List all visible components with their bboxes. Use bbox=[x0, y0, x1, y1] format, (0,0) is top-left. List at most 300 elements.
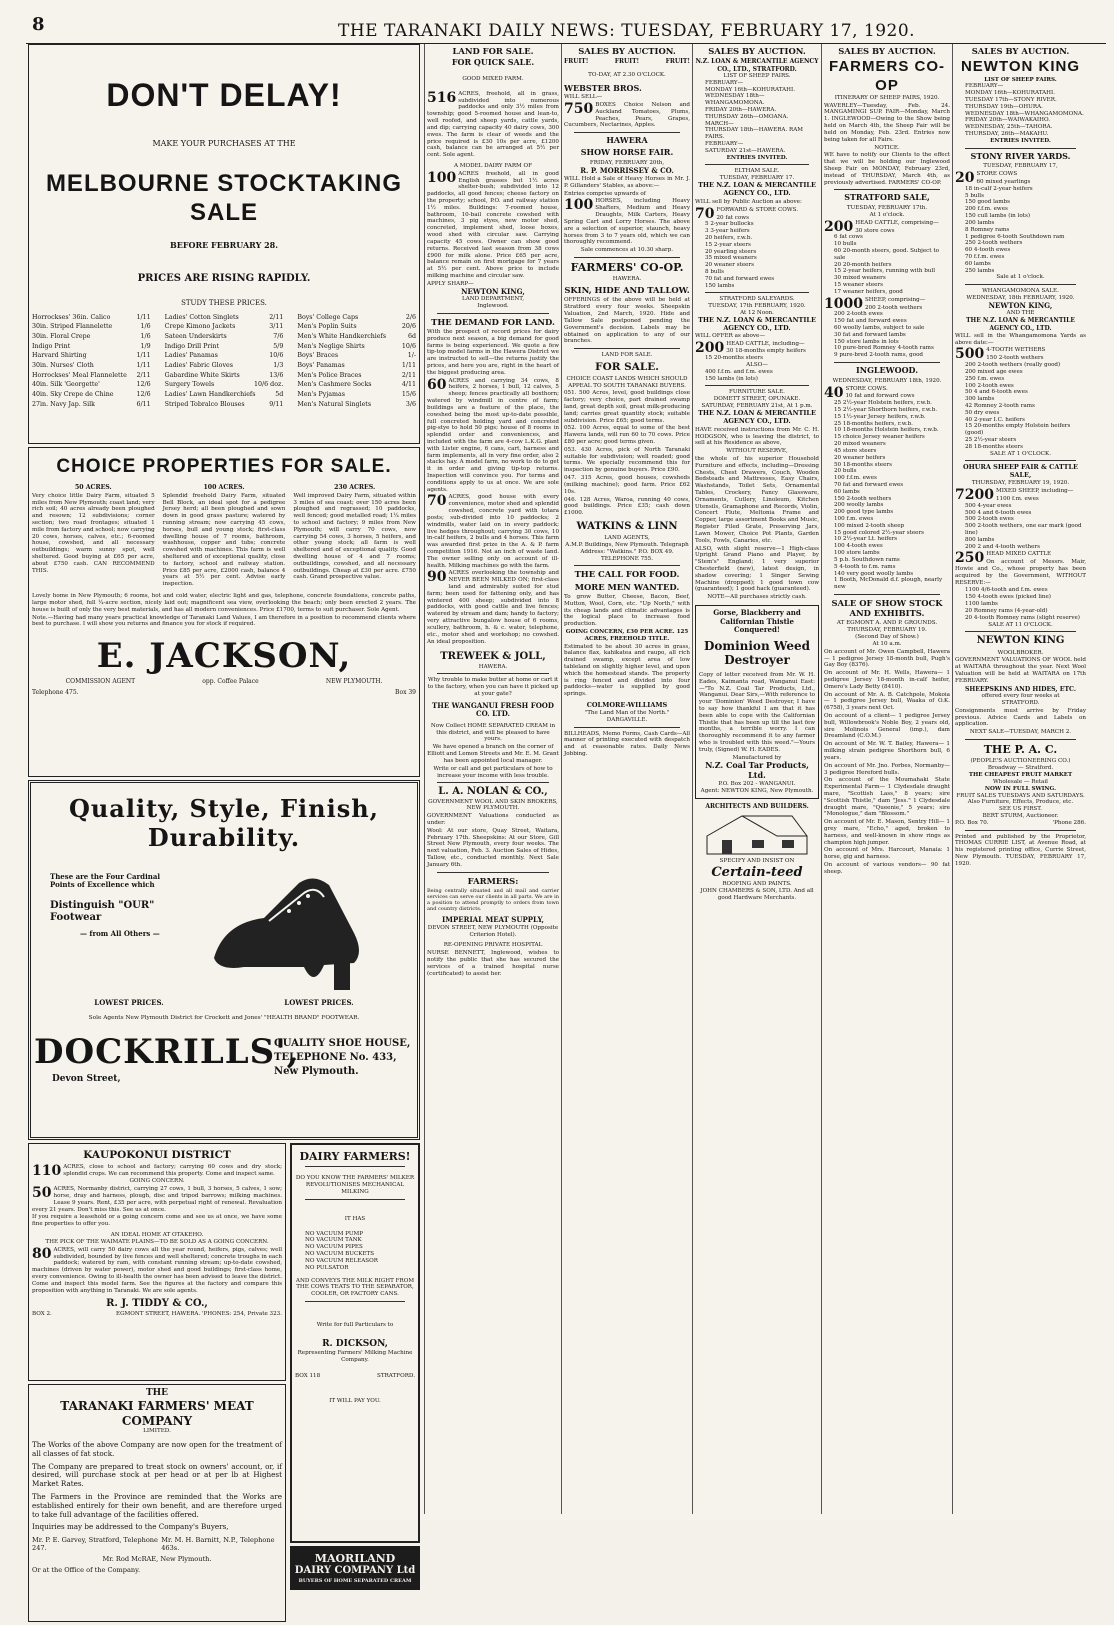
price-row: Horrockses' 36in. Calico 1/11 bbox=[32, 313, 151, 321]
furn-date: SATURDAY, FEBRUARY 21st, At 1 p.m. bbox=[701, 403, 813, 410]
meat-the: THE bbox=[145, 1388, 169, 1398]
ingle-items bbox=[824, 393, 950, 591]
house-illustration bbox=[695, 810, 819, 859]
shoe-illustration bbox=[204, 863, 404, 993]
second-day: (Second Day of Show.) bbox=[855, 634, 919, 641]
price-row: Surgery Towels 10/6 doz. bbox=[164, 381, 284, 389]
ingle-item: 10 18-months Holstein heifers, r.w.b. bbox=[834, 427, 939, 434]
fruit-sales: FRUIT SALES TUESDAYS AND SATURDAYS. bbox=[956, 792, 1085, 799]
stock-item: 15 2-year steers bbox=[705, 241, 751, 248]
show-item: On account of various vendors— 90 fat sheep. bbox=[824, 862, 950, 875]
devon-street: Devon Street, bbox=[52, 1073, 121, 1084]
cattle-item: 15 weaner steers bbox=[834, 282, 883, 289]
stratford-saleyards: STRATFORD SALEYARDS. bbox=[719, 296, 795, 303]
kaup-50b: If you require a leasehold or a going concern come and see us at once, we have some fine properties to offer you. bbox=[32, 1214, 282, 1228]
column-divider bbox=[424, 44, 425, 1514]
broadway: Broadway — Stratford. bbox=[987, 765, 1054, 772]
dockrills-place: New Plymouth. bbox=[274, 1066, 359, 1078]
cattle-item: 30 18-months empty heifers bbox=[726, 348, 806, 355]
sheep-item: 200 2-tooth ewes bbox=[834, 311, 883, 318]
sale-at-1: SALE AT 1 O'CLOCK. bbox=[990, 450, 1051, 457]
farmers-coop-logo: FARMERS CO-OP bbox=[829, 58, 945, 94]
coast-lands: CHOICE COAST LANDS WHICH SHOULD APPEAL TO SOUTH TARANAKI BUYERS. bbox=[566, 375, 688, 389]
farm-90: ACRES overlooking the township and NEVER BEEN MILKED ON; first-class land and admirably suited for stud farm; been used for fattening only, and has wintered 400 sheep; subdivided into 8 paddocks, with good cattle and live fences; watered by stream and dam; handy to factory; very attractive bungalow house of 6 rooms, scullery, bathroom, h. & c. water, telephone, etc., motor shed and workshop; no cowshed. An ideal proposition. bbox=[427, 570, 559, 645]
from-others-line: — from All Others — bbox=[80, 928, 160, 938]
column-auction-3: SALES BY AUCTION. FARMERS CO-OP ITINERARY OF SHEEP FAIRS, 1920. WAVERLEY—Tuesday, Feb. 24. MANGAMINGI SUP. FAIR—Monday, March 1. INGLEWOOD—Owing to the Show being held on March 4th, the Sheep Fair will be held on Monday, Feb. 23rd. Entries now being taken for all Fairs. NOTICE. WE have to notify our Clients to the effect that we will be holding our Inglewood Sheep Fair on MONDAY, February 23rd, instead of THURSDAY, March 4th, as previously advertised. FARMERS' CO-OP. STRATFORD SALE, TUESDAY, FEBRUARY 17th. At 1 o'clock. 200 HEAD CATTLE, comprising— 30 store cows 6 fat cows 10 bulls 60 20-month steers, good. Subject to sale 20 20-month heifers 15 2-year heifers, running with bull 30 mixed weaners 15 weaner steers 17 weaner heifers, good 1000 SHEEP, comprising— 200 2-tooth wethers 200 2-tooth ewes 150 fat and forward ewes 60 woolly lambs, subject to sale 30 fat and forward lambs 150 store lambs in lots 10 pure-bred Romney 4-tooth rams 9 pure-bred 2-tooth rams, good INGLEWOOD. WEDNESDAY, FEBRUARY 18th, 1920. 40 STORE COWS. 10 fat and forward cows 25 2½-year Holstein heifers, r.w.b. 15 2½-year Shorthorn heifers, r.w.b. 15 1½-year Jersey heifers, r.w.b. 25 18-months heifers, r.w.b. 10 18-months Holstein heifers, r.w.b. 15 choice Jersey weaner heifers 20 mixed weaners 45 store steers 20 weaner heifers 50 18-months steers 20 bulls 100 f.f.m. ewes 70 fat and forward ewes 60 lambs 150 2-tooth wethers 200 woolly lambs 200 good type lambs 100 f.m. ewes 100 mixed 2-tooth sheep 15 good colored 2½-year steers 10 2½-year Lt. heifers 100 4-tooth ewes 100 store lambs 5 p.b. Southdown rams 5 4-tooth to f.m. rams 140 very good woolly lambs 1 Booth, McDonald d.f. plough, nearly new SALE OF SHOW STOCK AND EXHIBITS. AT EGMONT A. AND P. GROUNDS. THURSDAY, FEBRUARY 19. (Second Day of Show.) At 10 a.m. On account of Mr. Owen Campbell, Hawera— 1 pedigree Jersey 18-month bull, Pugh's Gay Boy (8376). On account of Mr. H. Wells, Hawera— 1 pedigree Jersey 18-month in-calf heifer, Omero's Lady Betty (8410). On account of Mr. A. B. Catchpole, Mokoia— 1 pedigree Jersey bull, Waaka of O.K. (6758), 3 years next Oct. On account of a client— 1 pedigree Jersey bull, Willowbrook's Noble Boy, 2 years old, sire Molinois General (imp.), dam Dreamland (C.O.M.) On account of Mr. W. T. Bailey, Hawera— 1 milking strain pedigree Shorthorn bull, 6 years. On account of Mr. Jno. Forbes, Normanby— 3 pedigree Hereford bulls. On account of the Moumahaki State Experimental Farm— 1 Clydesdale draught mare, "Scottish Lass," 8 years; sire "Scottish Thistle," dam "Jess." 1 Clydesdale draught mare, "Queenie," 5 years; sire "Monologue," dam "Blossom." On account of Mr. E. Mason, Sentry Hill— 1 grey mare, "Echo," aged, broken to harness, and well-known in show rings as champion high jumper. On account of Mrs. Harcourt, Manaia: 1 horse, gig and harness. On account of various vendors— 90 fat sheep. bbox=[824, 46, 950, 875]
ohura-item: 800 lambs bbox=[965, 536, 995, 543]
price-row: Indigo Drill Print 5/9 bbox=[164, 342, 284, 350]
study-prices: STUDY THESE PRICES. bbox=[181, 299, 267, 308]
melbourne-sale-ad bbox=[28, 44, 420, 444]
prop-home-text: Lovely home in New Plymouth; 6 rooms, hot and cold water, electric light and gas, telephone, concrete foundations, concrete paths, large motor shed, full ¼-acre section, nicely laid out; magnificent sea view, overlooking the beach; only been erected 2 years. The house is built of only the very best materials, and has all modern conveniences. Price £1700, terms to suit purchaser. Sole Agent. bbox=[32, 593, 416, 613]
ingle-item: 20 weaner heifers bbox=[834, 454, 886, 461]
ingle-item: 25 2½-year Holstein heifers, r.w.b. bbox=[834, 400, 932, 407]
store-cows-40: STORE COWS. bbox=[845, 385, 888, 392]
fair-item: TUESDAY 17th—STONY RIVER. bbox=[965, 96, 1057, 103]
furn-also: ALSO, with slight reserve—1 High-class Upright Grand Piano and Player, by "Stem's" England; 1 very superior Chesterfield (new), latest design, in shadow covering; 1 Singer Sewing Machine (dropped); 1 good town cow (guaranteed); 1 good hack (guaranteed). bbox=[695, 545, 819, 593]
show-item: On account of Mr. A. B. Catchpole, Mokoia— 1 pedigree Jersey bull, Waaka of O.K. (6758), 3 years next Oct. bbox=[824, 691, 950, 712]
furn-text: HAVE received instructions from Mr. C. H. HODGSON, who is leaving the district, to sell at his Residence as above, bbox=[695, 426, 819, 447]
page-number: 8 bbox=[32, 14, 45, 35]
stratford-sale: STRATFORD SALE, bbox=[844, 192, 930, 203]
farm-70: ACRES, good house with every convenience, motor shed and splendid cowshed, concrete yard with totara posts; sub-divided into 10 paddocks; 2 windmills, water laid on in every paddock; live hedges throughout; carrying 30 cows, 10 in-calf heifers, 2 bulls and 4 horses. This farm was awarded first prize in the A. & P. farm competition 1916. Not an inch of waste land. The owner selling only on account of ill-health. Milking machines go with the farm. bbox=[427, 494, 559, 569]
price-row: Men's Police Braces 2/11 bbox=[297, 371, 416, 379]
fair-item: THURSDAY, 26th—MAKAHU. bbox=[965, 131, 1049, 138]
ingle-item: 15 good colored 2½-year steers bbox=[834, 529, 924, 536]
stock-item: 3 3-year heifers bbox=[705, 228, 750, 235]
fair-item: FRIDAY 20th—WAIWAKAIHO. bbox=[965, 117, 1050, 124]
next-sale: NEXT SALE—TUESDAY, MARCH 2. bbox=[969, 729, 1072, 736]
cattle-item: 10 bulls bbox=[834, 241, 857, 248]
nk-place: Inglewood. bbox=[477, 302, 509, 309]
nzl-stratford: N.Z. LOAN & MERCANTILE AGENCY CO., LTD., STRATFORD. bbox=[695, 58, 819, 73]
price-row: Gabardine White Skirts 13/6 bbox=[164, 371, 284, 379]
will-sell: WILL SELL— bbox=[564, 94, 603, 101]
ohura-item: 200 2 and 4-tooth wethers bbox=[965, 543, 1040, 550]
fair-item: WEDNESDAY 18th—WHANGAMOMONA. bbox=[705, 93, 765, 107]
whanga-item: 42 Romney 2-tooth rams bbox=[965, 402, 1035, 409]
maoriland-l3: BUYERS OF HOME SEPARATED CREAM bbox=[298, 1577, 412, 1584]
ohura-fair: OHURA SHEEP FAIR & CATTLE SALE, bbox=[962, 463, 1079, 480]
show-item: On account of the Moumahaki State Experimental Farm— 1 Clydesdale draught mare, "Scottish Lass," 8 years; sire "Scottish Thistle," dam "Jess." 1 Clydesdale draught mare, "Queenie," 5 years; sire "Monologue," dam "Blossom." bbox=[824, 777, 950, 818]
prop-50-title: 50 ACRES. bbox=[74, 484, 112, 492]
show-date: THURSDAY, FEBRUARY 19. bbox=[847, 627, 927, 634]
maoriland-l2: DAIRY COMPANY Ltd bbox=[294, 1565, 416, 1577]
newton-king-2: NEWTON KING, bbox=[988, 300, 1053, 310]
pac-full: (PEOPLE'S AUCTIONEERING CO.) bbox=[970, 758, 1071, 765]
colmore-williams: COLMORE-WILLIAMS bbox=[586, 701, 668, 710]
cattle-item: 30 mixed weaners bbox=[834, 275, 886, 282]
meat-buyer2: Mr. M. H. Barnitt, N.P., Telephone 463s. bbox=[161, 1536, 275, 1553]
whanga-will: WILL sell in the Whangamomona Yards as above date:— bbox=[955, 332, 1086, 346]
price-row: 30in. Striped Flannelette 1/6 bbox=[32, 323, 151, 331]
call-text: To grow Butter, Cheese, Bacon, Beef, Mutton, Wool, Corn, etc. "Up North," with its cheap lands and climatic advantages is the logical place to increase food production. bbox=[564, 593, 690, 628]
farm-60: ACRES and carrying 34 cows, 8 heifers, 2 horses, 1 bull, 12 calves, 5 sheep; fences practically all boxthorn; watered by windmill in centre of farm; buildings are a feature of the place, the cowshed being the most up-to-date possible, full concreted holding yard and concreted pig-stye to hold 50 pigs; house of 8 rooms in splendid order and conveniences, and included with the farm are 4-cow L.K.G. plant with Lister engine, 6 cans, cart, harness and farm implements, all in very fine order, also 2 stacks hay. A model farm, no work to do to get it in order and giving tip-top returns. Inspection will convince you. For terms and conditions apply to us at once. We are sole agents. bbox=[427, 377, 559, 493]
prop-230-text: Well improved Dairy Farm, situated within 3 miles of sea coast; over 150 acres been ploughed and regrassed; 10 paddocks, well fenced; good metalled road; 1¼ miles to school and factory; 9 miles from New Plymouth; will carry 70 cows, now carrying 54 cows, 3 horses, 5 heifers, and other young stock; all farm is well sheltered and of exceptional quality. Good dwelling house of 4 and 7 rooms; outbuildings, cowshed, and all necessary outbuildings. Cheap at £30 per acre. £750 cash. Grand prospective value. bbox=[293, 492, 416, 581]
imperial-addr: DEVON STREET, NEW PLYMOUTH (Opposite Criterion Hotel). bbox=[427, 924, 559, 938]
prop-100-title: 100 ACRES. bbox=[203, 484, 245, 492]
price-row: 40in. Silk 'Georgette' 12/6 bbox=[32, 381, 151, 389]
dairy-conveys: AND CONVEYS THE MILK RIGHT FROM THE COWS TEATS TO THE SEPARATOR, COOLER, OR FACTORY CANS. bbox=[295, 1277, 415, 1298]
nolan-sub: GOVERNMENT WOOL AND SKIN BROKERS, NEW PLYMOUTH. bbox=[428, 798, 558, 812]
show-item: On account of Mr. Owen Campbell, Hawera— 1 pedigree Jersey 18-month bull, Pugh's Gay Boy (8376). bbox=[824, 648, 950, 669]
meat-company-name: TARANAKI FARMERS' MEAT COMPANY bbox=[60, 1398, 254, 1428]
nurse-bennett: NURSE BENNETT, Inglewood, wishes to notify the public that she has secured the services of a trained hospital nurse (certificated) to assist her. bbox=[427, 950, 559, 977]
stony-date: TUESDAY, FEBRUARY 17, bbox=[983, 163, 1058, 170]
cheapest: THE CHEAPEST FRUIT MARKET bbox=[968, 772, 1073, 779]
ingle-item: 50 18-months steers bbox=[834, 461, 892, 468]
land-for-sale-2: LAND FOR SALE. bbox=[601, 352, 653, 359]
fruit-2: FRUIT! bbox=[614, 58, 640, 66]
jackson-addr1: opp. Coffee Palace bbox=[202, 677, 259, 685]
dairy-farmers-ad bbox=[290, 1143, 420, 1543]
melbourne-sale-title: MELBOURNE STOCKTAKING SALE bbox=[45, 169, 403, 227]
fair-item: WEDNESDAY 18th—WHANGAMOMONA. bbox=[965, 110, 1084, 117]
before-date: BEFORE FEBRUARY 28. bbox=[170, 240, 278, 251]
jackson-role: COMMISSION AGENT bbox=[65, 677, 136, 685]
meat-p3: The Farmers in the Province are reminded that the Works are established entirely for their own benefit, and are therefore urged to take full advantage of the facilities offered. bbox=[32, 1491, 282, 1519]
whanga-item: 50 dry ewes bbox=[965, 409, 1000, 416]
stony-item: 200 f.f.m. ewes bbox=[965, 206, 1008, 213]
dickson-rep: Representing Farmers' Milking Machine Company. bbox=[297, 1349, 413, 1363]
cattle-item: 60 20-month steers, good. Subject to sale bbox=[834, 248, 939, 261]
stock-item: 35 mixed weaners bbox=[705, 255, 757, 262]
ingle-item: 100 mixed 2-tooth sheep bbox=[834, 522, 905, 529]
price-row: 27in. Navy Jap. Silk 6/11 bbox=[32, 400, 151, 408]
wanganui-4: Write or call and get particulars of how to increase your income with less trouble. bbox=[433, 765, 553, 779]
price-row: Indigo Print 1/9 bbox=[32, 342, 151, 350]
entries-invited-2: ENTRIES INVITED. bbox=[990, 137, 1051, 144]
inglewood: INGLEWOOD. bbox=[856, 365, 918, 376]
cattle-item: 6 fat cows bbox=[834, 234, 863, 241]
sheep-item: 60 woolly lambs, subject to sale bbox=[834, 324, 925, 331]
horses-100: HORSES, including Heavy Shafters, Medium and Heavy Draughts, Milk Carters, Heavy Spring Cart and Lorry Horses. The above are a selection of superior, staunch, heavy horses from 3 to 7 years old, which we can thoroughly recommend. bbox=[564, 198, 690, 246]
price-row: 30in. Nurses' Cloth 1/11 bbox=[32, 362, 151, 370]
wethers-500: 4-TOOTH WETHERS bbox=[986, 347, 1046, 354]
dairy-items bbox=[295, 1231, 415, 1272]
cattle-item: 20 20-month heifers bbox=[834, 261, 892, 268]
sale-at-11: SALE AT 11 O'CLOCK. bbox=[988, 621, 1053, 628]
fair-item: FRIDAY 20th—HAWERA. bbox=[705, 106, 777, 113]
whanga-item: 100 2-tooth ewes bbox=[965, 382, 1014, 389]
farmers-heading: FARMERS: bbox=[467, 875, 519, 886]
also-1: ALSO— bbox=[746, 362, 768, 368]
egmont-grounds: AT EGMONT A. AND P. GROUNDS. bbox=[836, 620, 938, 627]
entries-comprise: Entries comprise upwards of bbox=[564, 190, 646, 197]
coast-land-item: 051. 500 Acres, level, good buildings close factory; very choice, part drained swamp land, great depth soil, great milk-producing land; carries great quantity stock; suitable subdivision. Price £65; good terms. bbox=[564, 390, 690, 424]
farmers-text: Being centrally situated and all mail and carrier services can serve our clients in all parts. We are in a position to attend promptly to orders from town and country districts. bbox=[427, 887, 559, 913]
stony-item: 60 4-tooth ewes bbox=[965, 247, 1011, 254]
prop-note: Note.—Having had many years practical knowledge of Taranaki Land Values, I am therefore in a position to recommend clients where best to purchase. I will show you returns and finance you for stock if required. bbox=[32, 614, 416, 628]
whanga-items bbox=[955, 355, 1086, 450]
ingle-item: 100 f.f.m. ewes bbox=[834, 475, 877, 482]
price-row: Men's Poplin Suits 20/6 bbox=[297, 323, 416, 331]
ohura-item: 1100 f.m. ewes bbox=[995, 495, 1039, 502]
fair-item: FEBRUARY— bbox=[705, 79, 744, 86]
full-swing: NOW IN FULL SWING. bbox=[984, 785, 1057, 792]
dockrills-brand: DOCKRILLS', bbox=[34, 1032, 300, 1073]
nzl-4: THE N.Z. LOAN & MERCANTILE AGENCY CO., LTD. bbox=[698, 408, 816, 425]
ohura-also-item: 20 4-tooth Romney rams (slight reserve) bbox=[965, 614, 1080, 621]
meat-buyer3: Mr. Rod McRAE, New Plymouth. bbox=[102, 1555, 212, 1564]
for-sale: FOR SALE. bbox=[595, 360, 659, 373]
nk-fairs bbox=[955, 83, 1086, 138]
stony-time: Sale at 1 o'clock. bbox=[996, 274, 1045, 281]
nolan-firm: L. A. NOLAN & CO., bbox=[438, 786, 548, 798]
whanga-item: 28 18-months steers bbox=[965, 443, 1023, 450]
notice: NOTICE. bbox=[874, 144, 900, 151]
kaup-80: ACRES, will carry 50 dairy cows all the year round, heifers, pigs, calves; well subdivided, bounded by live fences and well sheltered; concrete troughs in each paddock; watered by ram, with constant running stream; up-to-date cowshed, machines (driven by water power), motor shed and good buildings; first-class home, every convenience. Owing to ill-health the owner has been advised to leave the district. Come and inspect this model farm. See the figures at the factory and compare this proposition with anything in Taranaki. We are sole agents. bbox=[32, 1246, 282, 1294]
model-dairy: A MODEL DAIRY FARM OF bbox=[453, 162, 533, 169]
demand-text: With the prospect of record prices for dairy produce next season, a big demand for good farms is being experienced. We quote a few tip-top model farms in the Hawera District we are instructed to sell—the returns justify the prices, and here you are, right in the heart of the biggest producing area. bbox=[427, 328, 559, 376]
ingle-item: 5 4-tooth to f.m. rams bbox=[834, 563, 896, 570]
nzl-will: WILL sell by Public Auction as above: bbox=[695, 198, 802, 205]
ingle-item: 15 choice Jersey weaner heifers bbox=[834, 434, 925, 441]
consign: Consignments must arrive by Friday previous. Advice Cards and Labels on application. bbox=[955, 707, 1086, 728]
nzl-fairs bbox=[695, 80, 819, 155]
show-item: On account of Mr. Jno. Forbes, Normanby— 3 pedigree Hereford bulls. bbox=[824, 762, 950, 776]
weed-agent: Agent: NEWTON KING, New Plymouth. bbox=[700, 787, 814, 794]
fair-item: THURSDAY 18th—HAWERA. RAM FAIRS. bbox=[705, 127, 804, 141]
sheepskins: SHEEPSKINS AND HIDES, ETC. bbox=[964, 685, 1077, 693]
whanga-item: 25 2½-year steers bbox=[965, 437, 1017, 444]
wanganui-3: We have opened a branch on the corner of Elliott and Lemon Streets and Mr. E. M. Grant has been appointed local manager. bbox=[427, 744, 559, 764]
dockrills-shoe-ad bbox=[28, 780, 420, 1140]
whanga-item: 200 2-tooth wethers (really good) bbox=[965, 362, 1061, 369]
stratford-2: STRATFORD. bbox=[1001, 699, 1040, 706]
sale-commences: Sale commences at 10.30 sharp. bbox=[580, 247, 674, 254]
jackson-tel: Telephone 475. bbox=[32, 688, 79, 696]
meat-p1: The Works of the above Company are now open for the treatment of all classes of fat stock. bbox=[32, 1440, 282, 1458]
watkins-agents: LAND AGENTS, bbox=[604, 535, 650, 542]
fco-hawera: HAWERA. bbox=[612, 276, 642, 283]
cattle-item: 17 weaner heifers, good bbox=[834, 288, 903, 295]
morrissey: R. P. MORRISSEY & CO. bbox=[580, 165, 674, 175]
masthead bbox=[26, 8, 1106, 44]
dairy-item: NO VACUUM RELEASOR bbox=[305, 1257, 378, 1264]
column-divider bbox=[692, 44, 693, 1514]
price-row: 30in. Floral Crepe 1/6 bbox=[32, 333, 151, 341]
ingle-item: 100 f.m. ewes bbox=[834, 516, 874, 523]
colmore-sub: "The Land Man of the North." DARGAVILLE. bbox=[584, 710, 670, 723]
eltham-sale: ELTHAM SALE. bbox=[734, 168, 780, 175]
stock-item: 70 fat and forward ewes bbox=[705, 275, 775, 282]
distinguish-line: Distinguish "OUR" Footwear bbox=[50, 899, 155, 923]
going-concern: GOING CONCERN, £30 PER ACRE. 125 ACRES, FREEHOLD TITLE. bbox=[565, 628, 689, 642]
whanga-sale: WHANGAMOMONA SALE. bbox=[982, 288, 1059, 295]
without-reserve: WITHOUT RESERVE, bbox=[726, 448, 788, 455]
sole-agents-line: Sole Agents New Plymouth District for Crockett and Jones' "HEALTH BRAND" FOOTWEAR. bbox=[88, 1015, 360, 1022]
woolbroker: WOOLBROKER. bbox=[997, 649, 1044, 656]
strat-also bbox=[695, 369, 819, 383]
farm-516: ACRES, freehold, all in grass, subdivided into numerous paddocks and only 3½ miles from township; good 5-roomed house and lean-to, well roofed, and sheep yards, cattle yards, and dip; carrying capacity 40 dairy cows, 300 ewes. The farm is clear of weeds and the price required is £30 10s per acre, £1200 cash, balance can be arranged at 5½ per cent. Sole agent. bbox=[427, 90, 559, 159]
ingle-item: 140 very good woolly lambs bbox=[834, 570, 914, 577]
quality-heading: Quality, Style, Finish, Durability. bbox=[68, 794, 380, 853]
make-purchases-line: MAKE YOUR PURCHASES AT THE bbox=[152, 139, 296, 149]
ingle-item: 20 bulls bbox=[834, 468, 857, 475]
fair-item: MONDAY 16th—KOHURATAHI. bbox=[705, 86, 796, 93]
dairy-heading: DAIRY FARMERS! bbox=[299, 1150, 411, 1163]
fair-item: SATURDAY 21st—HAWERA. bbox=[705, 147, 786, 154]
head-cattle: HEAD CATTLE, including— bbox=[726, 340, 805, 347]
stock-item: 20 heifers, r.w.b. bbox=[705, 234, 753, 241]
store-cows-20: STORE COWS bbox=[976, 171, 1018, 178]
specify: SPECIFY AND INSIST ON bbox=[719, 858, 795, 865]
price-row: Ladies' Fabric Gloves 1/3 bbox=[164, 362, 284, 370]
tiddy-addr: EGMONT STREET, HAWERA. 'PHONES: 254, Private 323. bbox=[116, 1310, 282, 1317]
morrissey-text: WILL Hold a Sale of Heavy Horses in Mr. J. P. Gillanders' Stables, as above:— bbox=[564, 176, 690, 189]
newton-king-logo: NEWTON KING bbox=[960, 58, 1081, 76]
cash-note: NOTE—All purchases strictly cash. bbox=[707, 594, 807, 601]
ingle-date: WEDNESDAY, FEBRUARY 18th, 1920. bbox=[832, 377, 942, 384]
stony-item: 250 2-tooth wethers bbox=[965, 240, 1023, 247]
fair-item: FEBRUARY— bbox=[965, 83, 1004, 90]
reopening-hospital: RE-OPENING PRIVATE HOSPITAL bbox=[443, 942, 543, 949]
nzl-3: THE N.Z. LOAN & MERCANTILE AGENCY CO., LTD. bbox=[698, 315, 816, 332]
whanga-item: 200 mixed age ewes bbox=[965, 368, 1023, 375]
stony-item: 150 good lambs bbox=[965, 199, 1011, 206]
stock-item: 20 weaner steers bbox=[705, 262, 754, 269]
whanga-item: 150 2-tooth wethers bbox=[986, 355, 1044, 362]
stony-item: 70 f.f.m. ewes bbox=[965, 253, 1005, 260]
dairy-item: NO VACUUM TANK bbox=[305, 1237, 362, 1244]
dairy-item: NO VACUUM PUMP bbox=[305, 1230, 364, 1237]
ingle-item: 150 2-tooth wethers bbox=[834, 495, 892, 502]
dairy-has: IT HAS bbox=[344, 1215, 366, 1222]
treweek-joll: TREWEEK & JOLL, bbox=[440, 651, 546, 663]
dairy-item: NO VACUUM BUCKETS bbox=[305, 1251, 375, 1258]
pac-also: Also Furniture, Effects, Produce, etc. bbox=[967, 799, 1074, 806]
stock-item: 20 yearling steers bbox=[705, 248, 757, 255]
stock-item: 20 fat cows bbox=[716, 214, 749, 221]
today-230: TO-DAY, AT 2.30 O'CLOCK. bbox=[588, 71, 666, 78]
domett-street: DOMETT STREET, OPUNAKE. bbox=[713, 396, 801, 403]
properties-heading: CHOICE PROPERTIES FOR SALE. bbox=[56, 456, 392, 477]
stony-item: 150 cull lambs (in lots) bbox=[965, 213, 1031, 220]
ingle-item: 45 store steers bbox=[834, 447, 877, 454]
and-the: AND THE bbox=[1006, 310, 1035, 317]
ohura-also-item: 20 Romney rams (4-year-old) bbox=[965, 607, 1048, 614]
stony-item: 60 lambs bbox=[965, 260, 991, 267]
prices-rising: PRICES ARE RISING RAPIDLY. bbox=[137, 273, 311, 285]
ohura-item: 500 4-year ewes bbox=[965, 502, 1012, 509]
chambers: JOHN CHAMBERS & SON, LTD. And all good Hardware Merchants. bbox=[700, 887, 814, 901]
ohura-also-item: 1100 lambs bbox=[965, 601, 998, 608]
price-row: Boys' Panamas 1/11 bbox=[297, 362, 416, 370]
coast-land-item: 046. 128 Acres, Waroa, running 40 cows, good buildings. Price £35; cash down £1000. bbox=[564, 496, 690, 517]
skin-text: OFFERINGS of the above will be held at Stratford every four weeks. Sheepskin Valuation, 2nd March, 1920. Hide and Tallow Sale postponed pending the Government's decision. Labels may be obtained on application to any of our branches. bbox=[564, 297, 690, 345]
ingle-item: 70 fat and forward ewes bbox=[834, 481, 904, 488]
friday-20th: FRIDAY, FEBRUARY 20th, bbox=[589, 159, 665, 166]
ingle-item: 15 1½-year Jersey heifers, r.w.b. bbox=[834, 413, 926, 420]
wanganui-1: Why trouble to make butter at home or cart it to the factory, when you can have it picked up at your gate? bbox=[427, 677, 559, 697]
dickson-name: R. DICKSON, bbox=[322, 1338, 388, 1349]
ohura-item: 500 2-tooth wethers, one ear mark (good line) bbox=[965, 523, 1082, 536]
ingle-item: 5 p.b. Southdown rams bbox=[834, 556, 900, 563]
ohura-item: 500 2-tooth ewes bbox=[965, 516, 1014, 523]
at-10: At 10 a.m. bbox=[872, 640, 902, 647]
nolan-4: Wool: At our store, Quay Street, Waitara, February 17th. Sheepskins: At our Store, Gill Street New Plymouth, every four weeks. The next valuation, Feb. 3. Auction Sales of Hides, Tallow, etc., conducted monthly. Next Sale January 6th. bbox=[427, 827, 559, 868]
price-row: Crepe Kimono Jackets 3/11 bbox=[164, 323, 284, 331]
nzl-2: THE N.Z. LOAN & MERCANTILE AGENCY CO., LTD. bbox=[698, 181, 816, 197]
sheep-1000: SHEEP, comprising— bbox=[864, 296, 926, 303]
fair-item: MARCH— bbox=[705, 120, 734, 127]
pac-phone: 'Phone 286. bbox=[1052, 819, 1086, 826]
cattle-item: 15 20-months steers bbox=[705, 355, 763, 362]
entries-invited-1: ENTRIES INVITED. bbox=[726, 154, 788, 161]
price-row: Men's Natural Singlets 3/6 bbox=[297, 400, 416, 408]
jackson-box: Box 39 bbox=[395, 688, 416, 696]
show-item: On account of Mr. W. T. Bailey, Hawera— 1 milking strain pedigree Shorthorn bull, 6 years. bbox=[824, 741, 950, 761]
fair-item: MONDAY 16th—KOHURATAHI. bbox=[965, 90, 1056, 97]
whanga-item: 40 2-year I.C. heifers bbox=[965, 416, 1025, 423]
meat-limited: LIMITED. bbox=[143, 1428, 171, 1435]
fair-item: WEDNESDAY, 25th—TAHORA. bbox=[965, 124, 1053, 131]
price-row: Boys' Braces 1/- bbox=[297, 352, 416, 360]
farm-100: ACRES freehold, all in good English grasses but 1½ acres shelter-bush; subdivided into 12 paddocks, all good fences; cheese factory on the property; school, P.O. and railway station 1½ miles. Buildings: 7-roomed house, bathroom, 10-bail concrete cowshed with machines, 3 pig styes, new motor shed, concreted, implement shed, loose boxes, wood shed with circular saw. Carrying capacity 45 cows. Owner can show good returns. Received last season from 38 cows £900 for milk alone. Price £65 per acre, balance remain on first mortgage for 7 years at 5½ per cent. Above price to include milking machine and circular saw. bbox=[427, 170, 559, 279]
coast-land-item: 047. 315 Acres, good houses, cowsheds (milking machine); good farm. Price £62 10s. bbox=[564, 475, 690, 495]
ohura-items bbox=[955, 496, 1086, 551]
coast-land-item: 053. 430 Acres, pick of North Taranaki suitable for subdivision; well roaded; good terms. We specially recommend this for inspection by genuine buyers. Price £90. bbox=[564, 446, 690, 474]
ingle-item: 100 store lambs bbox=[834, 550, 880, 557]
price-row: Men's Cashmere Socks 4/11 bbox=[297, 381, 416, 389]
manufactured-by: Manufactured by bbox=[732, 754, 782, 761]
auction-heading-1: SALES BY AUCTION. bbox=[578, 46, 676, 56]
wholesale: Wholesale — Retail bbox=[993, 778, 1048, 785]
kaup-ideal: AN IDEAL HOME AT OTAKEHO. bbox=[110, 1232, 204, 1239]
will-offer: WILL OFFER as above— bbox=[695, 332, 765, 339]
ingle-item: 60 lambs bbox=[834, 488, 860, 495]
column-auction-2: SALES BY AUCTION. N.Z. LOAN & MERCANTILE AGENCY CO., LTD., STRATFORD. LIST OF SHEEP FAIRS. FEBRUARY— MONDAY 16th—KOHURATAHI. WEDNESDAY 18th—WHANGAMOMONA. FRIDAY 20th—HAWERA. THURSDAY 26th—OMOANA. MARCH— THURSDAY 18th—HAWERA. RAM FAIRS. FEBRUARY— SATURDAY 21st—HAWERA. ENTRIES INVITED. ELTHAM SALE. TUESDAY, FEBRUARY 17. THE N.Z. LOAN & MERCANTILE AGENCY CO., LTD. WILL sell by Public Auction as above: 70 FORWARD & STORE COWS. 20 fat cows 5 2-year bullocks 3 3-year heifers 20 heifers, r.w.b. 15 2-year steers 20 yearling steers 35 mixed weaners 20 weaner steers 8 bulls 70 fat and forward ewes 150 lambs STRATFORD SALEYARDS. TUESDAY, 17th FEBRUARY, 1920. At 12 Noon. THE N.Z. LOAN & MERCANTILE AGENCY CO., LTD. WILL OFFER as above— 200 HEAD CATTLE, including— 30 18-months empty heifers 15 20-months steers ALSO— 400 f.f.m. and f.m. ewes 150 lambs (in lots) FURNITURE SALE. DOMETT STREET, OPUNAKE. SATURDAY, FEBRUARY 21st, At 1 p.m. THE N.Z. LOAN & MERCANTILE AGENCY CO., LTD. HAVE received instructions from Mr. C. H. HODGSON, who is leaving the district, to sell at his Residence as above, WITHOUT RESERVE, the whole of his superior Household Furniture and effects, including—Dressing Chests, Chest Drawers, Couch, Wooden Bedsteads and Mattresses, Easy Chairs, Washstands, Toilet Sets, Ornamental Tables, Crockery, Fancy Glassware, Ornaments, Cutlery, Linoleum, Kitchen Utensils, Gramaphone and Records, Violin, Concert Flute, Meltonia Frame and Copper, large assortment Books and Music, Register Filed Grate, Preserving Jars, Lawn Mower, Choice Pot Plants, Garden Tools, Fowls, Canaries, etc. ALSO, with slight reserve—1 High-class Upright Grand Piano and Player, by "Stem's" England; 1 very superior Chesterfield (new), latest design, in shadow covering; 1 Singer Sewing Machine (dropped); 1 good town cow (guaranteed); 1 good hack (guaranteed). NOTE—All purchases strictly cash. Gorse, Blackberry and Californian Thistle Conquered! Dominion Weed Destroyer Copy of letter received from Mr. W. H. Eades, Kaimanta road, Wanganui East:—"To N.Z. Coal Tar Products, Ltd., Wanganui. Dear Sirs,—With reference to your 'Dominion' Weed Destroyer, I have to say how thankful I am that it has been able to cope with the Californian Thistle that has been up till the last few months, a terrible worry. I can thoroughly recommend it to any farmer who is troubled with this weed."—Yours truly, (Signed) W. H. EADES. Manufactured by N.Z. Coal Tar Products, Ltd. P.O. Box 202 - WANGANUI. Agent: NEWTON KING, New Plymouth. ARCHITECTS AND BUILDERS. SPECIFY AND INSIST ON Certain-teed ROOFING AND PAINTS. JOHN CHAMBERS & SON, LTD. And all good Hardware Merchants. bbox=[695, 46, 819, 901]
strat-date: TUESDAY, 17th FEBRUARY, 1920. bbox=[708, 303, 806, 310]
kaup-going: GOING CONCERN. bbox=[129, 1178, 185, 1185]
maoriland-l1: MAORILAND bbox=[314, 1552, 396, 1565]
whanga-date: WEDNESDAY, 18th FEBRUARY, 1920. bbox=[966, 295, 1075, 302]
kaup-50: ACRES, Normanby district, carrying 27 cows, 1 bull, 3 horses, 5 calves, 1 sow; horse, dray and harness, plough, disc and tripod barrows; milking machines. Lease 9 years. Rent, £35 per acre, with perpetual right of renewal. Revaluation every 21 years. Don't miss this. See us at once. bbox=[32, 1186, 282, 1213]
meat-office: Or at the Office of the Company. bbox=[32, 1566, 141, 1575]
nzl-5: THE N.Z. LOAN & MERCANTILE AGENCY CO., LTD. bbox=[966, 317, 1075, 332]
dickson-place: STRATFORD. bbox=[377, 1373, 415, 1380]
auction-heading-2: SALES BY AUCTION. bbox=[708, 46, 806, 56]
price-row: Sateen Underskirts 7/6 bbox=[164, 333, 284, 341]
dont-delay-heading: DON'T DELAY! bbox=[106, 77, 342, 113]
also-item: 400 f.f.m. and f.m. ewes bbox=[705, 368, 773, 375]
call-for-food: THE CALL FOR FOOD. bbox=[574, 569, 680, 580]
hawera-title: HAWERA bbox=[606, 135, 648, 146]
stony-item: 8 Romney rams bbox=[965, 226, 1010, 233]
meat-p4: Inquiries may be addressed to the Company's Buyers, bbox=[32, 1522, 229, 1532]
eltham-stock bbox=[695, 215, 819, 290]
ingle-item: 200 good type lambs bbox=[834, 509, 894, 516]
ohura-also-item: 150 4-tooth ewes (picked line) bbox=[965, 594, 1051, 601]
stony-item: 1 pedigree 6-tooth Southdown ram bbox=[965, 233, 1065, 240]
pac: THE P. A. C. bbox=[983, 743, 1058, 757]
forward-cows: FORWARD & STORE COWS. bbox=[716, 206, 799, 213]
kaup-waimate: THE PICK OF THE WAIMATE PLAINS—TO BE SOLD AS A GOING CONCERN. bbox=[45, 1238, 269, 1245]
cattle-250: HEAD MIXED CATTLE bbox=[986, 551, 1052, 558]
architects: ARCHITECTS AND BUILDERS. bbox=[705, 802, 809, 810]
prop-50-text: Very choice little Dairy Farm, situated 5 miles from New Plymouth; coast land; very rich soil; 40 acres already been ploughed and resown; 12 subdivisions; corner section; two road frontages; situated 1 mile from factory and school; now carrying 20 cows, horses, calves, etc.; 6-roomed house, cowshed, and all necessary outbuildings; warm sunny spot, well sheltered. Good buying at £65 per acre, about £750 cash. CAN RECOMMEND THIS. bbox=[32, 492, 155, 574]
jackson-addr2: NEW PLYMOUTH. bbox=[325, 677, 383, 685]
land-sale-heading: LAND FOR SALE. bbox=[452, 46, 534, 56]
fruit-1: FRUIT! bbox=[564, 58, 589, 66]
list-sheep-fairs: LIST OF SHEEP FAIRS. bbox=[723, 72, 791, 79]
newton-king-land: NEWTON KING, bbox=[461, 286, 525, 296]
coal-tar-box: P.O. Box 202 - WANGANUI. bbox=[718, 780, 796, 787]
price-row: Striped Tobralco Blouses 9/11 bbox=[164, 400, 284, 408]
cattle-item: 15 2-year heifers, running with bull bbox=[834, 268, 935, 275]
prop-100-text: Splendid freehold Dairy Farm, situated Bell Block, an ideal spot for a pedigree Jersey herd; all been ploughed and sown down in good grass pasture; watered by running stream; now carrying 45 cows, horses, bull and young stock; first-class dwelling house of 7 rooms, bathroom, washhouse, copper and tubs; concrete cowshed with machines. This farm is well sheltered and of exceptional quality, close to factory, school and railway station. Price £85 per acre, £2000 cash, balance 4 years at 5½ per cent. Advise early inspection. bbox=[162, 492, 286, 588]
